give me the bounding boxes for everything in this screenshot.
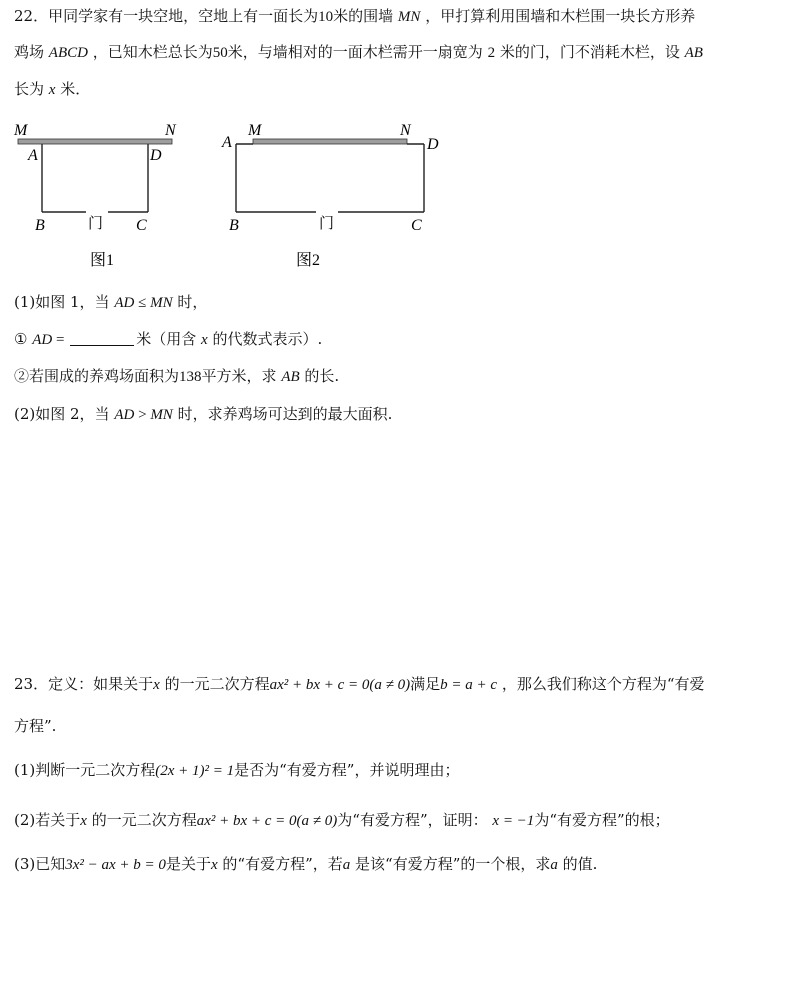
figure-1 — [10, 118, 190, 278]
q22-part-1a: ① AD = 米（用含 x 的代数式表示）. — [14, 330, 323, 348]
q22-line-1: 22．甲同学家有一块空地，空地上有一面长为10米的围墙 MN ，甲打算利用围墙和木栏围一块长方形养 — [14, 7, 696, 25]
fig1-caption: 图1 — [90, 252, 115, 269]
figure-2 — [218, 118, 450, 278]
fig2-label-m: M — [248, 122, 262, 139]
fig1-label-c: C — [136, 217, 147, 234]
q23-line-2: 方程”. — [14, 717, 57, 735]
fig1-label-d: D — [150, 147, 162, 164]
q23-part-1: (1)判断一元二次方程(2x + 1)² = 1是否为“有爱方程”，并说明理由； — [14, 761, 460, 779]
q23-part-3: (3)已知3x² − ax + b = 0是关于x 的“有爱方程”，若a 是该“有爱方程”的一个根，求a 的值. — [14, 855, 598, 873]
q22-part-2: (2)如图 2，当 AD > MN 时，求养鸡场可达到的最大面积. — [14, 405, 393, 423]
q22-line-3: 长为 x 米． — [14, 80, 91, 98]
fig2-label-a: A — [222, 134, 232, 151]
q23-line-1: 23．定义：如果关于x 的一元二次方程ax² + bx + c = 0(a ≠ 0)满足b = a + c ，那么我们称这个方程为“有爱 — [14, 675, 705, 693]
q22-part-1: (1)如图 1，当 AD ≤ MN 时， — [14, 293, 208, 311]
q22-line-2: 鸡场 ABCD ，已知木栏总长为50米，与墙相对的一面木栏需开一扇宽为 2 米的门，门不消耗木栏，设 AB — [14, 43, 703, 61]
fig2-wall — [253, 139, 407, 144]
fig1-label-a: A — [28, 147, 38, 164]
fig2-label-n: N — [400, 122, 411, 139]
q23-number: 23． — [14, 675, 49, 693]
fig1-label-b: B — [35, 217, 45, 234]
q22-number: 22． — [14, 7, 49, 25]
fig1-door-label: 门 — [88, 216, 104, 232]
q23-part-2: (2)若关于x 的一元二次方程ax² + bx + c = 0(a ≠ 0)为“有爱方程”，证明： x = −1为“有爱方程”的根； — [14, 811, 670, 829]
fig2-label-d: D — [427, 136, 439, 153]
answer-blank — [70, 331, 134, 346]
fig2-caption: 图2 — [296, 252, 321, 269]
fig1-label-m: M — [14, 122, 28, 139]
fig2-label-b: B — [229, 217, 239, 234]
fig2-label-c: C — [411, 217, 422, 234]
fig2-door-label: 门 — [319, 216, 335, 232]
fig1-label-n: N — [165, 122, 176, 139]
fig1-wall — [18, 139, 172, 144]
q22-part-1b: ②若围成的养鸡场面积为138平方米，求 AB 的长. — [14, 367, 340, 385]
